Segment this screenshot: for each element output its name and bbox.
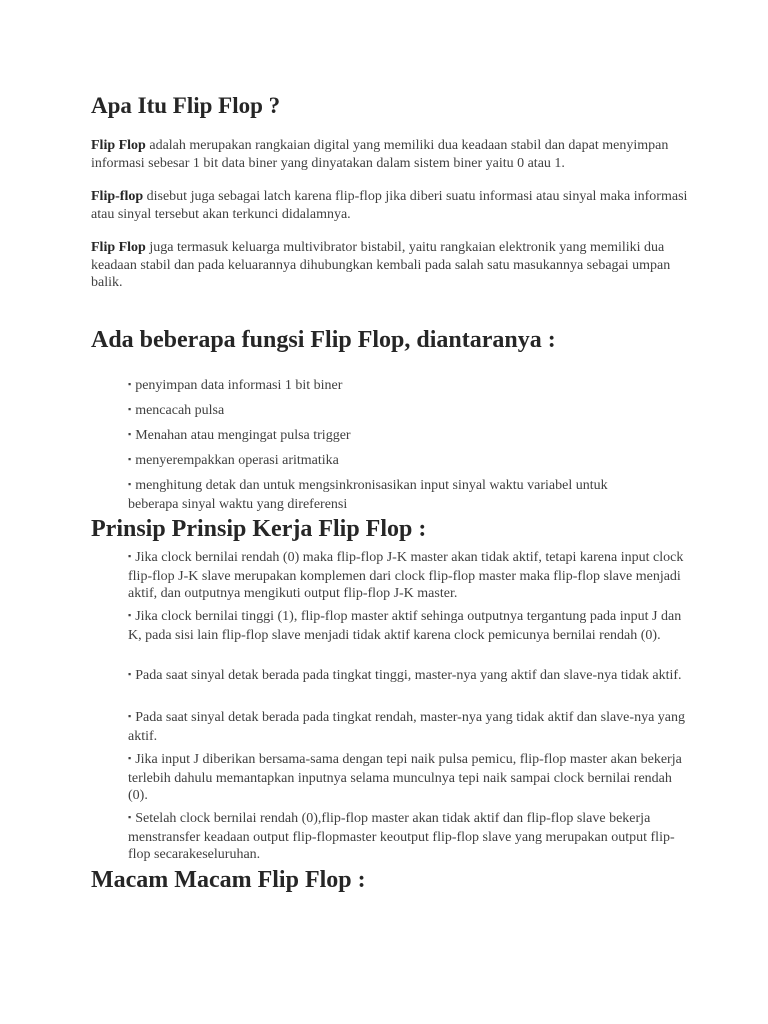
paragraph-multivibrator: [91, 239, 691, 292]
bullet-icon: ▪: [128, 753, 132, 763]
list-item: [128, 377, 688, 396]
bullet-icon: ▪: [128, 454, 132, 464]
paragraph-text: adalah merupakan rangkaian digital yang memiliki dua keadaan stabil dan dapat menyimpan informasi sebesar 1 bit data biner yang dinyatakan dalam sistem biner yaitu 0 atau 1.: [91, 138, 669, 171]
paragraph-definition: [91, 137, 691, 172]
paragraph-text: disebut juga sebagai latch karena flip-flop jika diberi suatu informasi atau sinyal maka informasi atau sinyal tersebut akan terkunci didalamnya.: [91, 189, 688, 222]
list-item: [128, 477, 638, 513]
list-item-text: Setelah clock bernilai rendah (0),flip-flop master akan tidak aktif dan flip-flop slave bekerja menstransfer keadaan output flip-flopmaster keoutput flip-flop slave yang merupakan output flip-flop secarakeseluruhan.: [128, 811, 675, 862]
list-item: [128, 452, 688, 471]
list-item-text: menghitung detak dan untuk mengsinkronisasikan input sinyal waktu variabel untuk beberapa sinyal waktu yang direferensi: [128, 478, 608, 512]
list-item: [128, 667, 688, 686]
list-item-text: Menahan atau mengingat pulsa trigger: [135, 428, 351, 443]
heading-apa-itu-flip-flop: Apa Itu Flip Flop ?: [91, 93, 281, 118]
paragraph-lead: Flip Flop: [91, 138, 146, 153]
heading-macam-flip-flop: Macam Macam Flip Flop :: [91, 867, 366, 893]
list-item-text: mencacah pulsa: [135, 403, 225, 418]
bullet-icon: ▪: [128, 404, 132, 414]
list-item-text: Pada saat sinyal detak berada pada tingkat rendah, master-nya yang tidak aktif dan slave-nya yang aktif.: [128, 710, 685, 744]
paragraph-lead: Flip Flop: [91, 240, 146, 255]
list-item: [128, 608, 688, 644]
list-item: [128, 427, 688, 446]
bullet-icon: ▪: [128, 479, 132, 489]
bullet-icon: ▪: [128, 429, 132, 439]
list-item-text: menyerempakkan operasi aritmatika: [135, 453, 339, 468]
list-item-text: penyimpan data informasi 1 bit biner: [135, 378, 343, 393]
list-item: [128, 709, 688, 745]
list-item-text: Pada saat sinyal detak berada pada tingkat tinggi, master-nya yang aktif dan slave-nya tidak aktif.: [135, 668, 682, 683]
bullet-icon: ▪: [128, 669, 132, 679]
paragraph-text: juga termasuk keluarga multivibrator bistabil, yaitu rangkaian elektronik yang memiliki dua keadaan stabil dan pada keluarannya dihubungkan kembali pada salah satu masukannya sebagai umpan balik.: [91, 240, 671, 290]
list-item-text: Jika clock bernilai tinggi (1), flip-flop master aktif sehinga outputnya tergantung pada input J dan K, pada sisi lain flip-flop slave menjadi tidak aktif karena clock pemicunya bernilai rendah (0).: [128, 609, 682, 643]
heading-fungsi-flip-flop: Ada beberapa fungsi Flip Flop, diantaranya :: [91, 327, 556, 353]
heading-prinsip-kerja: Prinsip Prinsip Kerja Flip Flop :: [91, 516, 427, 542]
bullet-icon: ▪: [128, 812, 132, 822]
list-item: [128, 549, 688, 603]
bullet-icon: ▪: [128, 379, 132, 389]
list-item: [128, 810, 688, 864]
list-item-text: Jika clock bernilai rendah (0) maka flip-flop J-K master akan tidak aktif, tetapi karena input clock flip-flop J-K slave merupakan komplemen dari clock flip-flop master maka flip-flop slave menjadi aktif, dan outputnya mengikuti output flip-flop J-K master.: [128, 550, 684, 601]
list-item: [128, 402, 688, 421]
bullet-icon: ▪: [128, 551, 132, 561]
paragraph-lead: Flip-flop: [91, 189, 144, 204]
list-item-text: Jika input J diberikan bersama-sama dengan tepi naik pulsa pemicu, flip-flop master akan bekerja terlebih dahulu memantapkan inputnya selama munculnya tepi naik sampai clock bernilai rendah (0).: [128, 752, 682, 803]
list-item: [128, 751, 688, 805]
bullet-icon: ▪: [128, 711, 132, 721]
paragraph-latch: [91, 188, 691, 223]
bullet-icon: ▪: [128, 610, 132, 620]
